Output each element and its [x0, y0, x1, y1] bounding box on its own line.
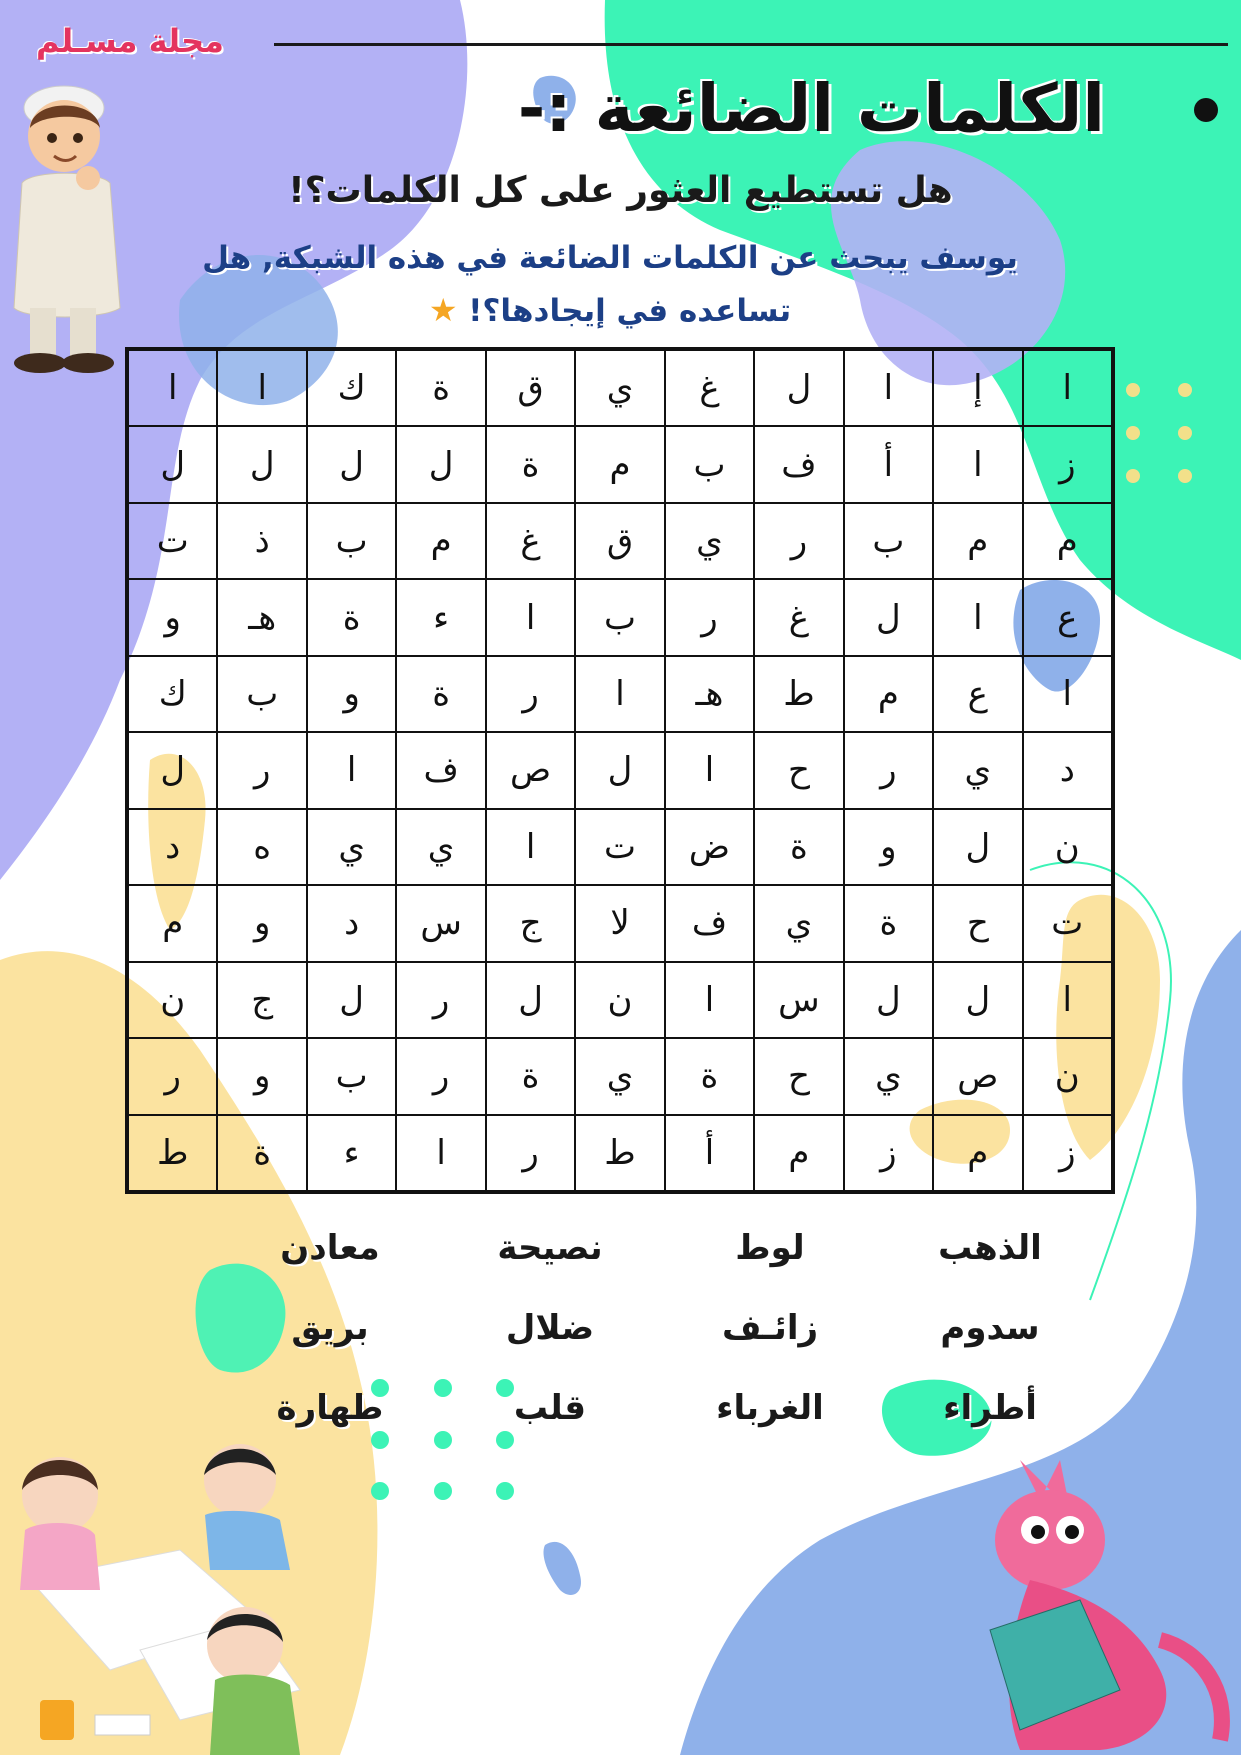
grid-cell[interactable]: ة — [844, 885, 933, 961]
grid-cell[interactable]: ل — [307, 962, 396, 1038]
grid-cell[interactable]: ج — [217, 962, 306, 1038]
grid-cell[interactable]: ة — [307, 579, 396, 655]
word-item: أطراء — [943, 1388, 1037, 1428]
grid-cell[interactable]: ر — [128, 1038, 217, 1114]
grid-cell[interactable]: م — [933, 503, 1022, 579]
grid-cell[interactable]: ز — [1023, 426, 1112, 502]
grid-cell[interactable]: أ — [665, 1115, 754, 1191]
dragon-reading-illustration — [960, 1440, 1241, 1755]
grid-cell[interactable]: ي — [575, 1038, 664, 1114]
grid-cell[interactable]: ط — [754, 656, 843, 732]
grid-cell[interactable]: ا — [665, 732, 754, 808]
grid-cell[interactable]: ل — [844, 962, 933, 1038]
grid-cell[interactable]: ك — [128, 656, 217, 732]
intro-text — [160, 232, 1060, 337]
grid-cell[interactable]: ب — [307, 1038, 396, 1114]
grid-cell[interactable]: ل — [933, 962, 1022, 1038]
grid-cell[interactable]: م — [396, 503, 485, 579]
grid-cell[interactable]: س — [754, 962, 843, 1038]
subtitle: هل تستطيع العثور على كل الكلمات؟! — [288, 170, 953, 211]
word-item: نصيحة — [497, 1228, 603, 1268]
grid-cell[interactable]: لا — [575, 885, 664, 961]
grid-cell[interactable]: ة — [486, 426, 575, 502]
word-item: بريق — [291, 1308, 369, 1348]
word-item: الذهب — [938, 1228, 1042, 1268]
grid-cell[interactable]: د — [307, 885, 396, 961]
grid-cell[interactable]: ح — [754, 1038, 843, 1114]
grid-cell[interactable]: ف — [396, 732, 485, 808]
star-icon: ★ — [428, 291, 458, 329]
grid-cell[interactable]: ا — [217, 350, 306, 426]
grid-cell[interactable]: ر — [486, 1115, 575, 1191]
grid-cell[interactable]: ا — [844, 350, 933, 426]
grid-cell[interactable]: ي — [396, 809, 485, 885]
header-rule — [274, 43, 1228, 46]
grid-cell[interactable]: ر — [217, 732, 306, 808]
grid-cell[interactable]: ح — [933, 885, 1022, 961]
grid-cell[interactable]: ذ — [217, 503, 306, 579]
word-item: طهارة — [276, 1388, 384, 1428]
word-item: زائـف — [721, 1308, 819, 1348]
grid-cell[interactable]: ب — [307, 503, 396, 579]
word-item: ضلال — [505, 1308, 595, 1348]
word-item: سدوم — [940, 1308, 1040, 1348]
grid-cell[interactable]: ا — [486, 809, 575, 885]
grid-cell[interactable]: ل — [754, 350, 843, 426]
grid-cell[interactable]: ض — [665, 809, 754, 885]
grid-cell[interactable]: ا — [1023, 656, 1112, 732]
grid-cell[interactable]: غ — [486, 503, 575, 579]
grid-cell[interactable]: ب — [575, 579, 664, 655]
grid-cell[interactable]: و — [128, 579, 217, 655]
grid-cell[interactable]: ا — [1023, 350, 1112, 426]
grid-cell[interactable]: ف — [754, 426, 843, 502]
grid-cell[interactable]: ا — [665, 962, 754, 1038]
grid-cell[interactable]: ا — [396, 1115, 485, 1191]
grid-cell[interactable]: ا — [575, 656, 664, 732]
grid-cell[interactable]: ة — [486, 1038, 575, 1114]
grid-cell[interactable]: ي — [933, 732, 1022, 808]
grid-cell[interactable]: ن — [575, 962, 664, 1038]
grid-cell[interactable]: و — [217, 885, 306, 961]
grid-cell[interactable]: ا — [1023, 962, 1112, 1038]
grid-cell[interactable]: ط — [128, 1115, 217, 1191]
grid-cell[interactable]: ي — [754, 885, 843, 961]
grid-cell[interactable]: ف — [665, 885, 754, 961]
grid-cell[interactable]: ر — [396, 962, 485, 1038]
grid-cell[interactable]: م — [128, 885, 217, 961]
grid-cell[interactable]: ب — [844, 503, 933, 579]
grid-cell[interactable]: ي — [307, 809, 396, 885]
intro-sentence: يوسف يبحث عن الكلمات الضائعة في هذه الشبكة, هل تساعده في إيجادها؟! — [202, 240, 1018, 329]
grid-cell[interactable]: د — [128, 809, 217, 885]
grid-cell[interactable]: ع — [1023, 579, 1112, 655]
grid-cell[interactable]: ل — [933, 809, 1022, 885]
magazine-brand: مجلة مسـلم — [36, 22, 224, 60]
word-item: لوط — [735, 1228, 805, 1268]
grid-cell[interactable]: ت — [128, 503, 217, 579]
grid-cell[interactable]: هـ — [217, 579, 306, 655]
boy-character-illustration — [2, 58, 132, 388]
word-item: الغرباء — [716, 1388, 824, 1428]
grid-cell[interactable]: إ — [933, 350, 1022, 426]
grid-cell[interactable]: ة — [396, 656, 485, 732]
grid-cell[interactable]: ا — [128, 350, 217, 426]
grid-cell[interactable]: ر — [844, 732, 933, 808]
grid-cell[interactable]: ل — [396, 426, 485, 502]
grid-cell[interactable]: ص — [486, 732, 575, 808]
grid-cell[interactable]: ع — [933, 656, 1022, 732]
grid-cell[interactable]: ل — [486, 962, 575, 1038]
grid-cell[interactable]: ا — [486, 579, 575, 655]
grid-cell[interactable]: ق — [575, 503, 664, 579]
grid-cell[interactable]: ل — [844, 579, 933, 655]
grid-cell[interactable]: ل — [128, 732, 217, 808]
grid-cell[interactable]: ج — [486, 885, 575, 961]
grid-cell[interactable]: س — [396, 885, 485, 961]
grid-cell[interactable]: و — [307, 656, 396, 732]
grid-cell[interactable]: غ — [665, 350, 754, 426]
grid-cell[interactable]: ك — [307, 350, 396, 426]
grid-cell[interactable]: أ — [844, 426, 933, 502]
grid-cell[interactable]: ن — [128, 962, 217, 1038]
grid-cell[interactable]: ء — [307, 1115, 396, 1191]
grid-cell[interactable]: ص — [933, 1038, 1022, 1114]
grid-cell[interactable]: ق — [486, 350, 575, 426]
grid-cell[interactable]: ة — [396, 350, 485, 426]
grid-cell[interactable]: ت — [1023, 885, 1112, 961]
word-search-grid — [125, 347, 1115, 1194]
grid-cell[interactable]: م — [754, 1115, 843, 1191]
grid-cell[interactable]: ة — [665, 1038, 754, 1114]
grid-cell[interactable]: م — [933, 1115, 1022, 1191]
grid-cell[interactable]: ب — [665, 426, 754, 502]
grid-cell[interactable]: د — [1023, 732, 1112, 808]
grid-cell[interactable]: و — [844, 809, 933, 885]
grid-cell[interactable]: ن — [1023, 809, 1112, 885]
grid-cell[interactable]: ر — [486, 656, 575, 732]
grid-cell[interactable]: ح — [754, 732, 843, 808]
grid-cell[interactable]: ر — [754, 503, 843, 579]
word-list — [220, 1228, 1100, 1428]
grid-cell[interactable]: ر — [665, 579, 754, 655]
grid-cell[interactable]: ا — [933, 426, 1022, 502]
page-title: الكلمات الضائعة :- — [517, 70, 1105, 147]
grid-cell[interactable]: ر — [396, 1038, 485, 1114]
grid-cell[interactable]: ب — [217, 656, 306, 732]
grid-cell[interactable]: ن — [1023, 1038, 1112, 1114]
word-item: معادن — [280, 1228, 380, 1268]
grid-cell[interactable]: ت — [575, 809, 664, 885]
word-item: قلب — [513, 1388, 587, 1428]
grid-cell[interactable]: ا — [933, 579, 1022, 655]
grid-cell[interactable]: ل — [128, 426, 217, 502]
grid-cell[interactable]: ا — [307, 732, 396, 808]
grid-cell[interactable]: غ — [754, 579, 843, 655]
grid-cell[interactable]: ي — [665, 503, 754, 579]
grid-cell[interactable]: م — [575, 426, 664, 502]
grid-cell[interactable]: ل — [217, 426, 306, 502]
grid-cell[interactable]: ه — [217, 809, 306, 885]
grid-cell[interactable]: ل — [575, 732, 664, 808]
grid-cell[interactable]: ل — [307, 426, 396, 502]
kids-painting-illustration — [0, 1420, 350, 1755]
grid-cell[interactable]: ط — [575, 1115, 664, 1191]
grid-cell[interactable]: ة — [217, 1115, 306, 1191]
grid-cell[interactable]: م — [844, 656, 933, 732]
title-bullet — [1194, 98, 1218, 122]
grid-cell[interactable]: ة — [754, 809, 843, 885]
grid-cell[interactable]: ء — [396, 579, 485, 655]
grid-cell[interactable]: ز — [844, 1115, 933, 1191]
grid-cell[interactable]: هـ — [665, 656, 754, 732]
grid-cell[interactable]: ز — [1023, 1115, 1112, 1191]
grid-cell[interactable]: و — [217, 1038, 306, 1114]
grid-cell[interactable]: ي — [575, 350, 664, 426]
grid-cell[interactable]: ي — [844, 1038, 933, 1114]
grid-cell[interactable]: م — [1023, 503, 1112, 579]
